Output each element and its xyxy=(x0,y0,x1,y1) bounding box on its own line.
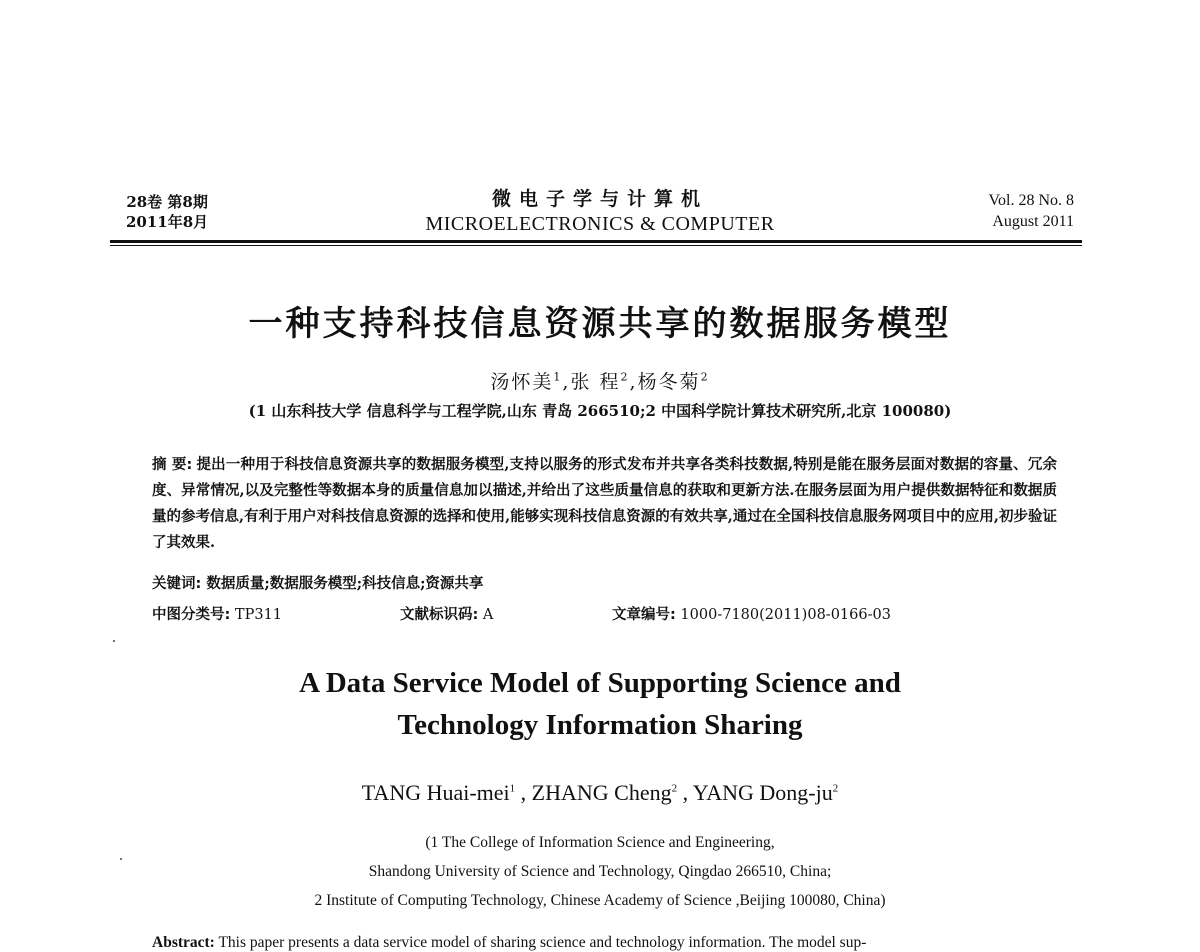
article-number: 文章编号: 1000-7180(2011)08-0166-03 xyxy=(612,607,891,623)
scan-speck xyxy=(120,858,122,860)
abstract-en-label: Abstract: xyxy=(152,934,215,951)
journal-name-en: MICROELECTRONICS & COMPUTER xyxy=(425,213,775,235)
document-code: 文献标识码: A xyxy=(400,607,494,623)
abstract-cn xyxy=(152,452,1057,556)
header-rule-thin xyxy=(110,245,1082,246)
affiliation-en-line: (1 The College of Information Science and Engineering, xyxy=(425,834,775,851)
affiliation-en-line: 2 Institute of Computing Technology, Chinese Academy of Science ,Beijing 100080, China) xyxy=(314,892,886,909)
paper-title-cn: 一种支持科技信息资源共享的数据服务模型 xyxy=(248,304,952,344)
keywords-cn-text: 数据质量;数据服务模型;科技信息;资源共享 xyxy=(206,575,484,592)
clc-number: 中图分类号: TP311 xyxy=(152,607,283,623)
affiliation-cn: (1 山东科技大学 信息科学与工程学院,山东 青岛 266510;2 中国科学院计算技术研究所,北京 100080) xyxy=(248,402,952,420)
author-cn: 汤怀美$^1$, xyxy=(490,370,571,393)
abstract-en-text: This paper presents a data service model of sharing science and technology information. The model sup- xyxy=(218,934,867,951)
abstract-cn-text: 提出一种用于科技信息资源共享的数据服务模型,支持以服务的形式发布并共享各类科技数据,特别是能在服务层面对数据的容量、冗余度、异常情况,以及完整性等数据本身的质量信息加以描述,并给出了这些质量信息的获取和更新方法.在服务层面为用户提供数据特征和数据质量的参考信息,有利于用户对科技信息资源的选择和使用,能够实现科技信息资源的有效共享,通过在全国科技信息服务网项目中的应用,初步验证了其效果. xyxy=(152,456,1057,551)
date-en: August 2011 xyxy=(992,213,1074,230)
date-cn: 2011年8月 xyxy=(126,213,209,231)
scan-speck xyxy=(113,640,115,642)
abstract-cn-label: 摘 要: xyxy=(152,457,193,473)
author-cn: 张 程$^2$, xyxy=(570,370,638,393)
journal-issue-cn xyxy=(126,192,208,232)
author-en: ZHANG Cheng$^2$ , xyxy=(531,780,693,805)
authors-cn xyxy=(0,367,1200,394)
affiliation-en-line: Shandong University of Science and Technology, Qingdao 266510, China; xyxy=(368,863,832,880)
author-cn: 杨冬菊$^2$ xyxy=(637,370,710,393)
author-en: YANG Dong-$ju^2$ xyxy=(692,780,839,805)
abstract-en xyxy=(152,934,1062,952)
journal-name xyxy=(300,186,900,236)
paper-title-en-line: A Data Service Model of Supporting Science and xyxy=(299,667,901,699)
affiliation-en xyxy=(0,828,1200,915)
journal-name-cn: 微电子学与计算机 xyxy=(491,188,708,210)
journal-issue-en xyxy=(989,190,1075,232)
header-rule-thick xyxy=(110,240,1082,243)
keywords-cn xyxy=(152,572,483,593)
paper-title-en xyxy=(0,662,1200,746)
author-en: TANG Huai-mei$^1$ , xyxy=(361,780,532,805)
keywords-cn-label: 关键词: xyxy=(152,576,202,592)
paper-title-en-line: Technology Information Sharing xyxy=(397,709,803,741)
volume-issue-en: Vol. 28 No. 8 xyxy=(988,192,1074,209)
authors-en xyxy=(0,780,1200,806)
volume-issue-cn: 28卷 第8期 xyxy=(126,193,208,211)
